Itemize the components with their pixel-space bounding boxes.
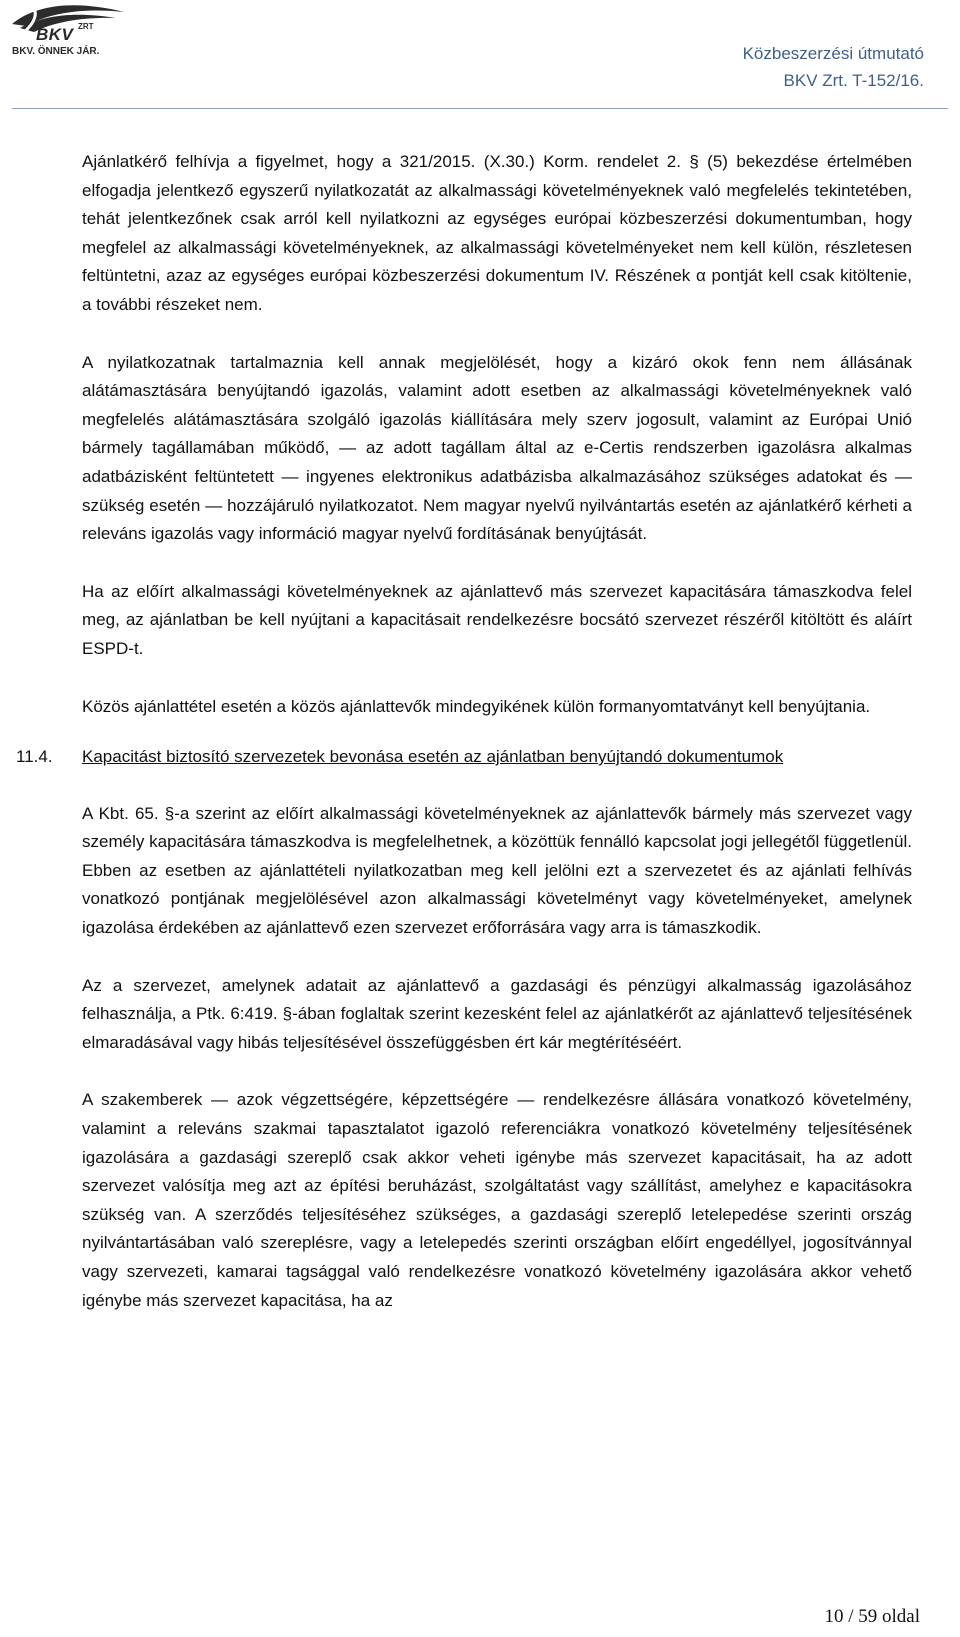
document-header bbox=[743, 40, 924, 94]
paragraph-4: Közös ajánlattétel esetén a közös ajánlattevők mindegyikének külön formanyomtatványt kell benyújtania. bbox=[82, 696, 871, 716]
header-divider bbox=[12, 108, 948, 109]
paragraph-1: Ajánlatkérő felhívja a figyelmet, hogy a 321/2015. (X.30.) Korm. rendelet 2. § (5) bekezdése értelmében elfogadja jelentkező egyszerű nyilatkozatát az alkalmassági követelményeknek való megfelelés tekintetében, tehát jelentkezőnek csak arról kell nyilatkozni az egységes európai közbeszerzési dokumentumban, hogy megfelel az alkalmassági követelményeknek, az alkalmassági követelményeket nem kell külön, részletesen feltüntetni, azaz az egységes európai közbeszerzési dokumentum IV. Részének α pontját kell csak kitöltenie, a további részeket nem. bbox=[82, 152, 912, 314]
section-title: Kapacitást biztosító szervezetek bevonása esetén az ajánlatban benyújtandó dokumentumok bbox=[82, 747, 784, 767]
section-heading bbox=[16, 743, 912, 772]
paragraph-6: Az a szervezet, amelynek adatait az ajánlattevő a gazdasági és pénzügyi alkalmasság igazolásához felhasználja, a Ptk. 6:419. §-ában foglaltak szerint kezesként felel az ajánlatkérőt az ajánlattevő teljesítésének elmaradásával vagy hibás teljesítésével összefüggésben ért kár megtérítéséért. bbox=[82, 975, 912, 1052]
logo-slogan: BKV. ÖNNEK JÁR. bbox=[12, 46, 100, 57]
document-body bbox=[16, 148, 912, 1344]
page-number: 10 / 59 oldal bbox=[824, 1606, 920, 1627]
section-number: 11.4. bbox=[16, 747, 53, 767]
document-reference: BKV Zrt. T-152/16. bbox=[783, 71, 924, 90]
logo-brand-suffix: ZRT bbox=[78, 22, 94, 31]
paragraph-7: A szakemberek — azok végzettségére, képzettségére — rendelkezésre állására vonatkozó követelmény, valamint a releváns szakmai tapasztalatot igazoló referenciákra vonatkozó követelmény teljesítésének igazolására a gazdasági szereplő csak akkor veheti igénybe más szervezet kapacitásait, ha az adott szervezet valósítja meg azt az építési beruházást, szolgáltatást vagy szállítást, amelyhez e kapacitásokra szükség van. A szerződés teljesítéséhez szükséges, a gazdasági szereplő letelepedése szerinti ország nyilvántartásában való szereplésre, vagy a letelepedés szerinti országban előírt engedéllyel, jogosítvánnyal vagy szervezeti, kamarai tagsággal való rendelkezésre vonatkozó követelmény igazolására akkor vehető igénybe más szervezet kapacitása, ha az bbox=[82, 1090, 912, 1310]
bkv-logo bbox=[6, 2, 136, 64]
logo-brand: BKV bbox=[36, 25, 74, 44]
paragraph-5: A Kbt. 65. §-a szerint az előírt alkalmassági követelményeknek az ajánlattevők bármely más szervezet vagy személy kapacitására támaszkodva is megfelelhetnek, a közöttük fennálló kapcsolat jogi jellegétől függetlenül. Ebben az esetben az ajánlattételi nyilatkozatban meg kell jelölni ezt a szervezetet és az ajánlati felhívás vonatkozó pontjának megjelölésével azon alkalmassági követelményt vagy követelményeket, amelynek igazolása érdekében az ajánlattevő ezen szervezet erőforrására vagy arra is támaszkodik. bbox=[82, 803, 912, 938]
document-title: Közbeszerzési útmutató bbox=[742, 44, 924, 63]
paragraph-3: Ha az előírt alkalmassági követelményeknek az ajánlattevő más szervezet kapacitására támaszkodva felel meg, az ajánlatban be kell nyújtani a kapacitásait rendelkezésre bocsátó szervezet részéről kitöltött és aláírt ESPD-t. bbox=[82, 581, 912, 658]
paragraph-2: A nyilatkozatnak tartalmaznia kell annak megjelölését, hogy a kizáró okok fenn nem állásának alátámasztására benyújtandó igazolás, valamint adott esetben az alkalmassági követelményeknek való megfelelés alátámasztására szolgáló igazolás kiállítására mely szerv jogosult, valamint az Európai Unió bármely tagállamában működő, — az adott tagállam által az e-Certis rendszerben igazolásra alkalmas adatbázisként feltüntetett — ingyenes elektronikus adatbázisba alkalmazásához szükséges adatokat és — szükség esetén — hozzájáruló nyilatkozatot. Nem magyar nyelvű nyilvántartás esetén az ajánlatkérő kérheti a releváns igazolás vagy információ magyar nyelvű fordításának benyújtását. bbox=[82, 352, 912, 544]
